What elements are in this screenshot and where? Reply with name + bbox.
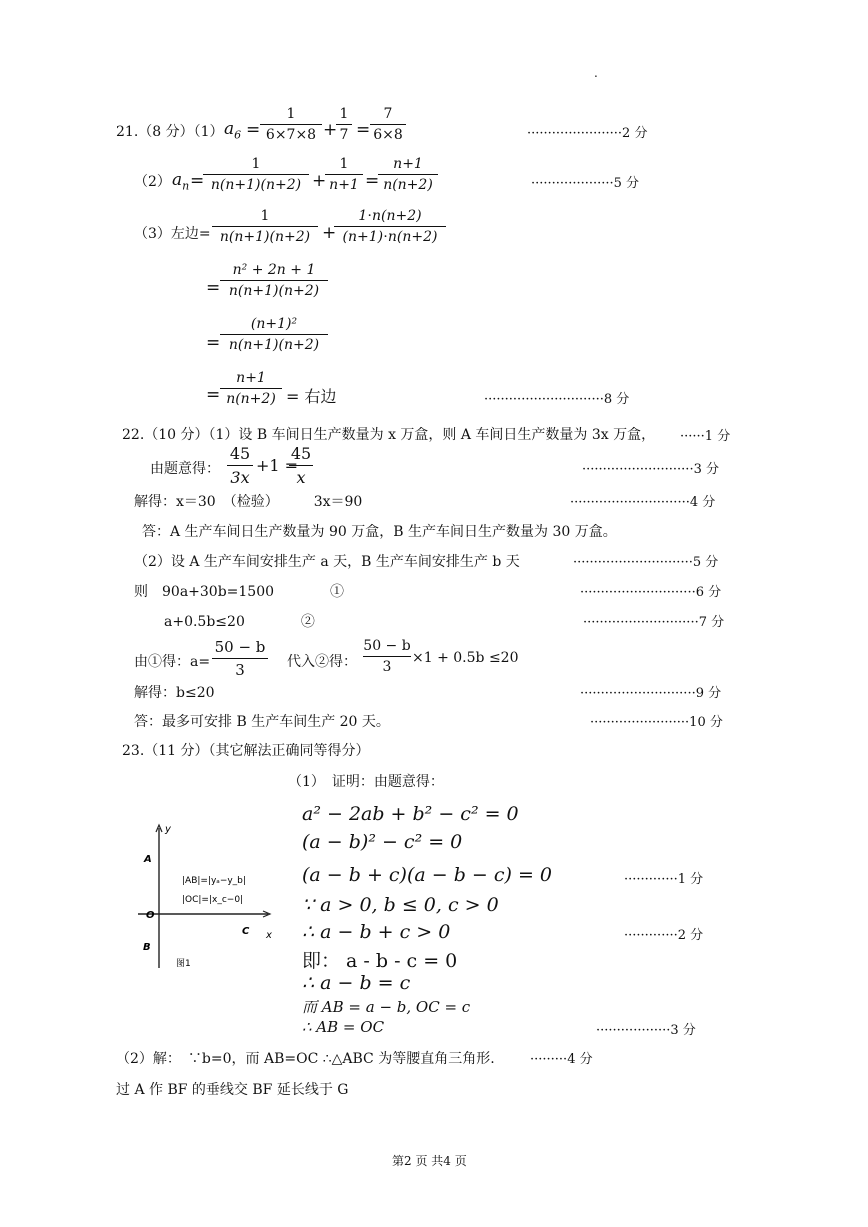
q22-eq-mid: +1 = — [256, 456, 299, 475]
q22-result: 解得：b≤20 — [134, 685, 215, 701]
q22-from1-frac: 50 − b 3 — [212, 638, 268, 679]
q22-line1: 22.（10 分）（1）设 B 车间日生产数量为 x 万盒，则 A 车间日生产数量为 3x 万盒， — [122, 427, 656, 443]
q21-step2-eq: = — [206, 333, 221, 353]
q21-p3-label: （3）左边= — [134, 226, 211, 242]
q21-p3-score: ·····························8 分 — [484, 392, 630, 407]
q22-sub-label: 代入②得： — [287, 654, 357, 670]
q23-line1: a² − 2ab + b² − c² = 0 — [302, 803, 519, 825]
q22-eq-frac2: 45 x — [290, 444, 312, 487]
q23-line7: ∴ a − b = c — [302, 972, 411, 994]
q22-part2-score: ·····························5 分 — [573, 555, 719, 570]
q21-p1-lhs: $a_6$ — [224, 119, 242, 142]
q22-answer2-score: ························10 分 — [590, 715, 723, 730]
fig-x-label: x — [266, 930, 272, 941]
q21-p2-lhs: $a_n$ — [172, 170, 190, 193]
q22-eq1-score: ····························6 分 — [580, 585, 722, 600]
q21-p2-frac1: 1 n(n+1)(n+2) — [203, 156, 309, 193]
q21-p1-frac3: 7 6×8 — [370, 106, 406, 143]
q22-eq2-score: ····························7 分 — [583, 615, 725, 630]
q21-p2-label: （2） — [134, 174, 171, 190]
q22-from1-label: 由①得：a= — [134, 654, 211, 670]
q22-result-score: ····························9 分 — [580, 686, 722, 701]
q22-answer2: 答：最多可安排 B 生产车间生产 20 天。 — [134, 714, 390, 730]
q22-eq-frac1: 45 3x — [227, 444, 253, 487]
q21-p3-frac1: 1 n(n+1)(n+2) — [212, 208, 318, 245]
q21-p3-frac2: 1⋅n(n+2) (n+1)⋅n(n+2) — [334, 208, 446, 245]
q21-p2-score: ····················5 分 — [531, 176, 640, 191]
q23-part2-score: ·········4 分 — [530, 1052, 593, 1067]
q21-p2-frac2: 1 n+1 — [325, 156, 363, 193]
q21-p1-frac2: 1 7 — [336, 106, 352, 143]
q23-part2: （2）解： ∵b=0，而 AB=OC ∴△ABC 为等腰直角三角形. — [116, 1051, 495, 1067]
q23-line5-score: ·············2 分 — [624, 928, 704, 943]
q23-line3-score: ·············1 分 — [624, 872, 704, 887]
page-footer: 第2 页 共4 页 — [392, 1154, 467, 1168]
q21-step2-frac: (n+1)² n(n+1)(n+2) — [220, 316, 328, 353]
fig-y-label: y — [165, 824, 171, 835]
fig-O: O — [146, 910, 155, 921]
fig-B: B — [143, 942, 151, 953]
q21-p3-plus: + — [322, 223, 337, 243]
q21-step3-frac: n+1 n(n+2) — [220, 370, 282, 407]
fig-A: A — [144, 854, 152, 865]
q22-eq-score: ···························3 分 — [582, 462, 719, 477]
q22-eq1: 则 90a+30b=1500 ① — [134, 584, 345, 600]
fig-C: C — [242, 926, 250, 937]
fig-oc-label: |OC|=|x_c−0| — [182, 895, 244, 905]
q23-line5: ∴ a − b + c > 0 — [302, 921, 451, 943]
fig-ab-label: |AB|=|yₐ−y_b| — [182, 876, 246, 886]
q23-part1-label: （1） 证明：由题意得： — [288, 774, 444, 790]
q22-solve-score: ·····························4 分 — [570, 495, 716, 510]
q23-line4: ∵ a > 0, b ≤ 0, c > 0 — [302, 894, 499, 916]
q21-step1-frac: n² + 2n + 1 n(n+1)(n+2) — [220, 262, 328, 299]
q22-sub-frac: 50 − b 3 — [363, 638, 411, 675]
q21-p1-frac1: 1 6×7×8 — [260, 106, 322, 143]
q21-p2-eq: = — [190, 171, 205, 191]
q23-last-line: 过 A 作 BF 的垂线交 BF 延长线于 G — [116, 1082, 349, 1098]
q21-p1-eq2: = — [356, 120, 371, 140]
q22-line1-score: ······1 分 — [680, 429, 731, 444]
q21-p1-eq: = — [246, 120, 261, 140]
q21-step3-eq: = — [206, 385, 221, 405]
coordinate-figure — [136, 820, 278, 972]
q21-p1-plus: + — [323, 120, 338, 140]
q22-eq-label: 由题意得： — [150, 461, 220, 477]
q22-part2: （2）设 A 生产车间安排生产 a 天，B 生产车间安排生产 b 天 — [134, 554, 520, 570]
q23-line6: 即： a - b - c = 0 — [302, 950, 458, 972]
q21-p1-score: ·······················2 分 — [527, 126, 648, 141]
corner-dot: . — [594, 66, 598, 80]
q23-line8: 而 AB = a − b, OC = c — [302, 998, 471, 1016]
q22-answer1: 答：A 生产车间日生产数量为 90 万盒，B 生产车间日生产数量为 30 万盒。 — [142, 524, 617, 540]
q23-line2: (a − b)² − c² = 0 — [302, 831, 463, 853]
fig-caption: 图1 — [176, 959, 191, 969]
q21-p2-frac3: n+1 n(n+2) — [378, 156, 438, 193]
q23-header: 23.（11 分）（其它解法正确同等得分） — [122, 743, 370, 759]
q21-step1-eq: = — [206, 278, 221, 298]
q22-solve: 解得：x＝30 （检验） 3x＝90 — [134, 494, 363, 510]
q23-line3: (a − b + c)(a − b − c) = 0 — [302, 864, 552, 886]
q21-p2-eq2: = — [365, 171, 380, 191]
q21-header: 21.（8 分）（1） — [116, 124, 224, 140]
q22-sub-tail: ×1 + 0.5b ≤20 — [412, 650, 519, 666]
q23-line9-score: ··················3 分 — [596, 1023, 696, 1038]
q21-step3-tail: = 右边 — [286, 387, 337, 406]
q22-eq2: a+0.5b≤20 ② — [164, 614, 315, 630]
q21-p2-plus: + — [312, 171, 327, 191]
q23-line9: ∴ AB = OC — [302, 1018, 385, 1036]
